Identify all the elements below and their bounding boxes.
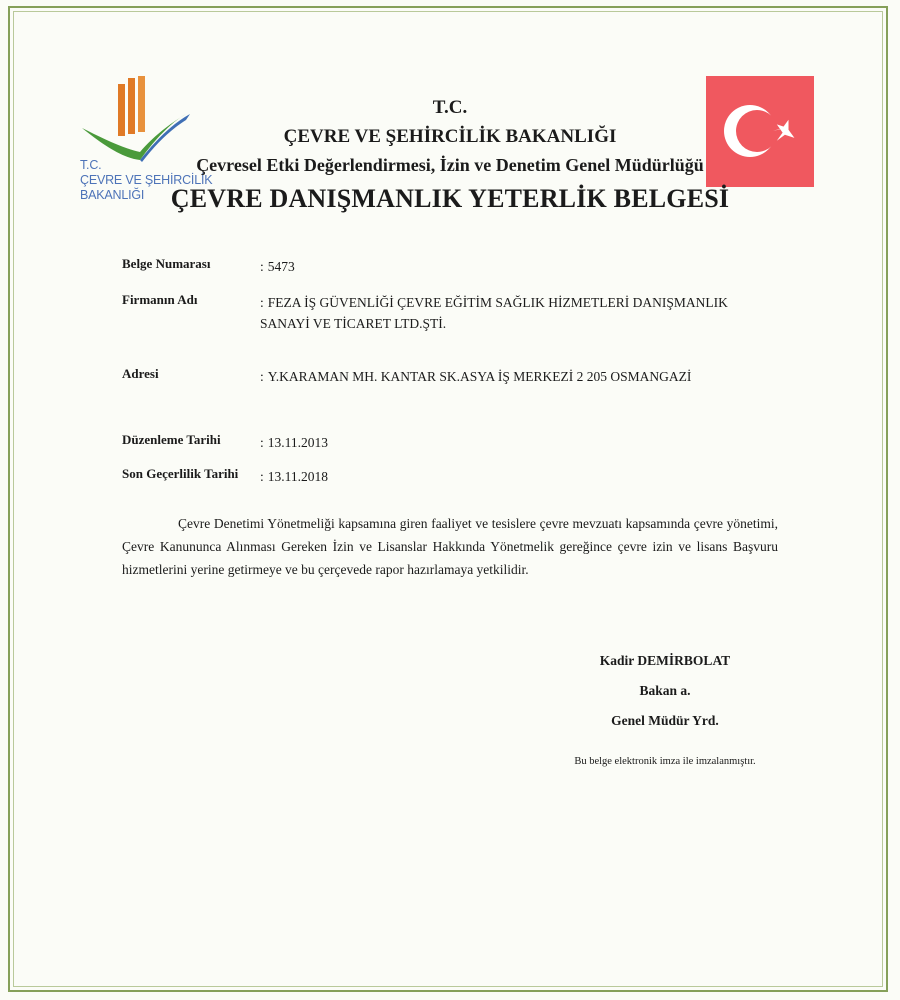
field-value: [260, 256, 750, 277]
colon: :: [260, 259, 264, 274]
logo-bar-1: [118, 84, 125, 136]
signature-block: [540, 650, 790, 740]
paragraph-line2: Çevre Kanununca Alınması Gereken İzin ve Lisanslar Hakkında Yönetmelik gereğince çevre izin ve lisans Başvuru: [122, 539, 778, 554]
field-label: Belge Numarası: [122, 256, 211, 271]
header-ministry: ÇEVRE VE ŞEHİRCİLİK BAKANLIĞI: [283, 126, 617, 147]
field-value: [260, 466, 750, 487]
field-label: Düzenleme Tarihi: [122, 432, 221, 447]
field-label: Son Geçerlilik Tarihi: [122, 466, 239, 481]
field-value: [260, 292, 750, 334]
firma-adi-value-line1: FEZA İŞ GÜVENLİĞİ ÇEVRE EĞİTİM SAĞLIK HİZMETLERİ DANIŞMANLIK: [267, 295, 728, 310]
belge-numarasi-value: 5473: [267, 259, 295, 274]
logo-text-line3: BAKANLIĞI: [80, 188, 145, 202]
son-gecerlilik-tarihi-value: 13.11.2018: [267, 469, 329, 484]
logo-bar-3: [138, 76, 145, 132]
field-label: Adresi: [122, 366, 159, 381]
header-tc: T.C.: [432, 97, 468, 118]
colon: :: [260, 295, 264, 310]
signatory-name: Kadir DEMİRBOLAT: [599, 653, 731, 668]
duzenleme-tarihi-value: 13.11.2013: [267, 435, 329, 450]
adres-value: Y.KARAMAN MH. KANTAR SK.ASYA İŞ MERKEZİ 2 205 OSMANGAZİ: [267, 369, 692, 384]
signatory-position: Genel Müdür Yrd.: [611, 713, 719, 728]
header-directorate: Çevresel Etki Değerlendirmesi, İzin ve Denetim Genel Müdürlüğü: [196, 155, 704, 175]
paragraph-line1: Çevre Denetimi Yönetmeliği kapsamına giren faaliyet ve tesislere çevre mevzuatı kapsamında çevre yönetimi,: [178, 516, 778, 531]
paragraph-line3: hizmetlerini yerine getirmeye ve bu çerçevede rapor hazırlamaya yetkilidir.: [122, 562, 529, 577]
flag-crescent-inner: [736, 110, 778, 152]
certificate-paragraph: [122, 512, 778, 581]
signatory-on-behalf: Bakan a.: [639, 683, 691, 698]
e-signature-note: Bu belge elektronik imza ile imzalanmıştır.: [574, 756, 756, 767]
colon: :: [260, 435, 264, 450]
certificate-header: [160, 96, 740, 216]
field-value: [260, 432, 750, 453]
logo-text-line2: ÇEVRE VE ŞEHİRCİLİK: [80, 173, 213, 187]
logo-text-line1: T.C.: [80, 158, 102, 172]
colon: :: [260, 369, 264, 384]
field-label: Firmanın Adı: [122, 292, 198, 307]
field-value: [260, 366, 750, 387]
colon: :: [260, 469, 264, 484]
logo-bar-2: [128, 78, 135, 134]
certificate-title: ÇEVRE DANIŞMANLIK YETERLİK BELGESİ: [170, 184, 730, 213]
firma-adi-value-line2: SANAYİ VE TİCARET LTD.ŞTİ.: [260, 316, 447, 331]
